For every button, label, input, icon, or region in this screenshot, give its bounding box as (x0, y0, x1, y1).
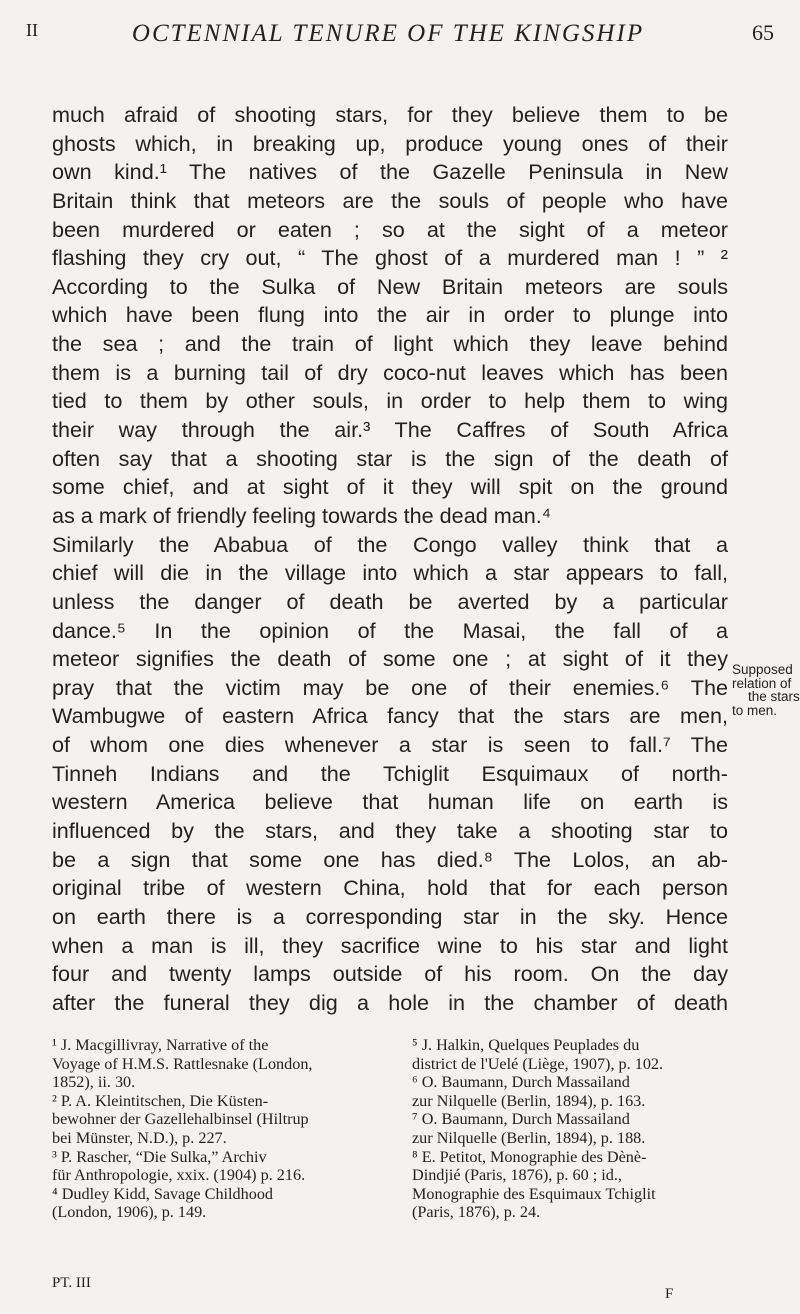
footnote-line: (London, 1906), p. 149. (52, 1203, 207, 1222)
footnote-line: für Anthropologie, xxix. (1904) p. 216. (52, 1166, 306, 1185)
footnote-line: Monographie des Esquimaux Tchiglit (412, 1184, 656, 1203)
footnote-line: Dindjié (Paris, 1876), p. 60 ; id., (412, 1166, 622, 1185)
running-header (0, 20, 800, 56)
footnote-line: Voyage of H.M.S. Rattlesnake (London, (52, 1054, 313, 1073)
text-line: on earth there is a corresponding star in the sky. Hence (52, 903, 728, 929)
text-line: some chief, and at sight of it they will spit on the ground (52, 474, 728, 500)
text-line: chief will die in the village into which a star appears to fall, (52, 560, 728, 586)
text-line: own kind.¹ The natives of the Gazelle Peninsula in New (52, 159, 728, 185)
footnotes-right-column (412, 1036, 748, 1222)
margin-note-line: to men. (732, 702, 778, 718)
footnote-line: ⁷ O. Baumann, Durch Massailand (412, 1110, 630, 1129)
footnote-line: bei Münster, N.D.), p. 227. (52, 1128, 227, 1147)
text-line: which have been flung into the air in order to plunge into (52, 302, 728, 328)
main-text (52, 101, 728, 1018)
footnote-line: ¹ J. Macgillivray, Narrative of the (52, 1036, 269, 1054)
footnote-line: ³ P. Rascher, “Die Sulka,” Archiv (52, 1147, 267, 1166)
text-line: been murdered or eaten ; so at the sight of a meteor (52, 216, 728, 242)
footnote-line: zur Nilquelle (Berlin, 1894), p. 163. (412, 1091, 646, 1110)
text-line: ghosts which, in breaking up, produce young ones of their (52, 130, 728, 156)
footnote-line: zur Nilquelle (Berlin, 1894), p. 188. (412, 1128, 646, 1147)
text-line: four and twenty lamps outside of his room. On the day (52, 961, 728, 987)
text-line: meteor signifies the death of some one ; at sight of it they (52, 646, 728, 672)
text-line: Similarly the Ababua of the Congo valley think that a (52, 531, 728, 557)
footnote-line: 1852), ii. 30. (52, 1073, 136, 1092)
text-line: Wambugwe of eastern Africa fancy that the stars are men, (52, 703, 728, 729)
footnote-line: ⁸ E. Petitot, Monographie des Dènè- (412, 1147, 647, 1166)
footnote-line: (Paris, 1876), p. 24. (412, 1203, 541, 1222)
text-line: when a man is ill, they sacrifice wine to his star and light (52, 932, 728, 958)
text-line: often say that a shooting star is the sign of the death of (52, 445, 728, 471)
text-line: unless the danger of death be averted by a particular (52, 588, 728, 614)
text-line: Britain think that meteors are the souls of people who have (52, 187, 728, 213)
margin-note-line: the stars (748, 689, 800, 704)
text-line: their way through the air.³ The Caffres of South Africa (52, 417, 728, 443)
text-line: western America believe that human life on earth is (52, 789, 728, 815)
footnotes-left-column (52, 1036, 382, 1222)
text-line: much afraid of shooting stars, for they believe them to be (52, 102, 728, 127)
footnote-line: district de l'Uelé (Liège, 1907), p. 102. (412, 1054, 664, 1073)
signature-letter: F (665, 1286, 674, 1302)
text-line: influenced by the stars, and they take a shooting star to (52, 818, 728, 844)
text-line: original tribe of western China, hold that for each person (52, 875, 728, 901)
footnote-line: ⁵ J. Halkin, Quelques Peuplades du (412, 1036, 640, 1054)
text-line: According to the Sulka of New Britain meteors are souls (52, 273, 728, 299)
footnote-line: ⁶ O. Baumann, Durch Massailand (412, 1073, 630, 1092)
signature-mark: PT. III (52, 1275, 91, 1291)
text-line: tied to them by other souls, in order to help them to wing (52, 388, 728, 414)
running-title: OCTENNIAL TENURE OF THE KINGSHIP (131, 20, 645, 47)
text-line: dance.⁵ In the opinion of the Masai, the fall of a (52, 617, 728, 643)
text-line: them is a burning tail of dry coco-nut leaves which has been (52, 359, 728, 385)
margin-note-line: Supposed (732, 662, 793, 677)
text-line: be a sign that some one has died.⁸ The Lolos, an ab- (52, 846, 728, 872)
page-number: 65 (752, 20, 774, 45)
text-line: of whom one dies whenever a star is seen to fall.⁷ The (52, 732, 728, 758)
text-line: as a mark of friendly feeling towards the dead man.⁴ (52, 502, 551, 528)
footnote-line: ⁴ Dudley Kidd, Savage Childhood (52, 1184, 274, 1203)
margin-note (732, 663, 800, 717)
margin-note-line: relation of (732, 675, 792, 691)
text-line: the sea ; and the train of light which they leave behind (52, 331, 728, 357)
text-line: flashing they cry out, “ The ghost of a murdered man ! ” ² (52, 245, 728, 271)
text-line: after the funeral they dig a hole in the chamber of death (52, 989, 728, 1015)
footnote-line: bewohner der Gazellehalbinsel (Hiltrup (52, 1110, 309, 1129)
text-line: pray that the victim may be one of their enemies.⁶ The (52, 674, 728, 700)
text-line: Tinneh Indians and the Tchiglit Esquimaux of north- (52, 760, 728, 786)
footnote-line: ² P. A. Kleintitschen, Die Küsten- (52, 1091, 269, 1110)
chapter-number: II (26, 20, 38, 40)
